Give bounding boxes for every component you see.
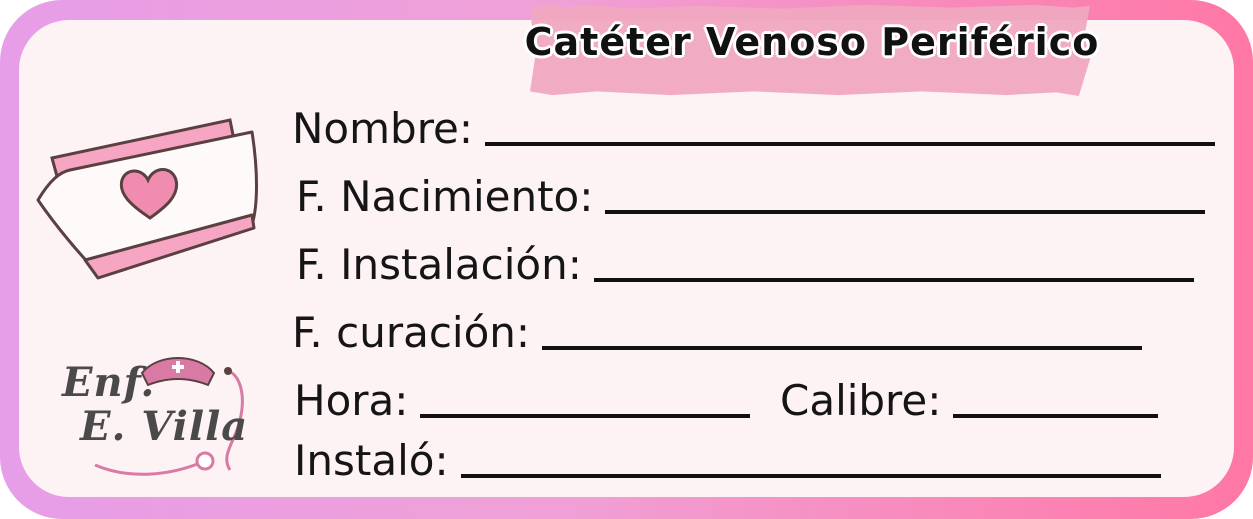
write-line[interactable] [542,346,1142,350]
logo-line2: E. Villa [80,403,249,450]
write-line[interactable] [605,210,1205,214]
nurse-cap-icon [30,110,270,290]
write-line[interactable] [461,474,1161,478]
field-label: Instaló: [294,436,449,485]
field-instalacion [296,240,1194,289]
page-title: Catéter Venoso Periférico [524,20,1100,64]
field-label: Calibre: [780,376,942,425]
write-line[interactable] [420,414,750,418]
write-line[interactable] [953,414,1158,418]
field-label: F. curación: [292,308,531,357]
logo-line1: Enf. [62,359,156,406]
write-line[interactable] [594,278,1194,282]
field-label: Hora: [294,376,409,425]
logo [50,345,260,485]
stethoscope-icon [90,445,220,485]
field-instalo [294,436,1161,485]
field-label: Nombre: [292,104,474,153]
field-calibre [780,376,1158,425]
field-nacimiento [296,172,1205,221]
field-label: F. Nacimiento: [296,172,594,221]
field-hora [294,376,750,425]
field-nombre [292,104,1215,153]
field-curacion [292,308,1142,357]
write-line[interactable] [485,142,1215,146]
field-label: F. Instalación: [296,240,582,289]
